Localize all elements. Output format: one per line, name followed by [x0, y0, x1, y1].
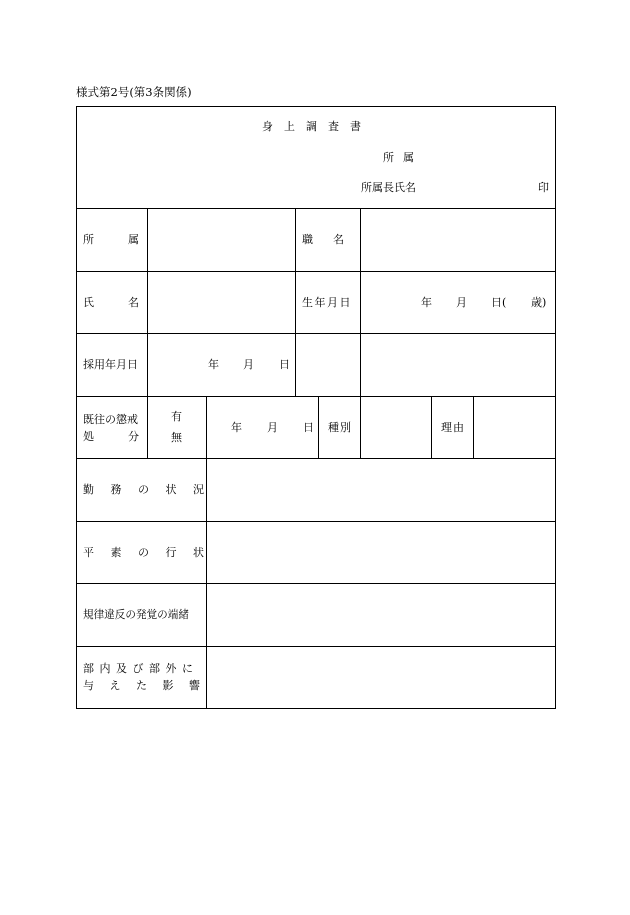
birthdate-day-label: 日(: [491, 296, 507, 309]
column-divider: [318, 396, 319, 458]
seal-label: 印: [538, 181, 549, 194]
row-divider: [76, 396, 556, 397]
conduct-label: 平素の行状: [83, 546, 221, 559]
birthdate-month-label: 月: [456, 296, 467, 309]
age-label: 歳): [531, 296, 547, 309]
discipline-day-label: 日: [303, 421, 314, 434]
discipline-no-label: 無: [171, 431, 182, 444]
birthdate-label: 生年月日: [302, 296, 352, 309]
type-label: 種別: [328, 421, 352, 434]
birthdate-year-label: 年: [421, 296, 432, 309]
hire-date-label: 採用年月日: [83, 358, 138, 371]
impact-label-line2: 与えた影響: [83, 679, 216, 692]
hire-day-label: 日: [279, 358, 290, 371]
discipline-label-line1: 既往の懲戒: [83, 413, 138, 426]
impact-label-line1: 部内及び部外に: [83, 662, 199, 675]
position-label: 職名: [302, 233, 364, 246]
hire-month-label: 月: [243, 358, 254, 371]
header-head-name-label: 所属長氏名: [361, 181, 416, 194]
form-caption: 様式第2号(第3条関係): [76, 85, 192, 99]
row-divider: [76, 583, 556, 584]
name-label: 氏名: [83, 296, 173, 309]
form-title-text: 身上調査書: [262, 120, 372, 133]
form-title: [262, 120, 370, 134]
hire-year-label: 年: [208, 358, 219, 371]
row-divider: [76, 208, 556, 209]
discipline-month-label: 月: [267, 421, 278, 434]
column-divider: [431, 396, 432, 458]
row-divider: [76, 271, 556, 272]
column-divider: [473, 396, 474, 458]
work-status-label: 勤務の状況: [83, 483, 221, 496]
discipline-yes-label: 有: [171, 410, 182, 423]
row-divider: [76, 458, 556, 459]
row-divider: [76, 333, 556, 334]
column-divider: [295, 208, 296, 396]
row-divider: [76, 646, 556, 647]
affiliation-label: 所属: [83, 233, 173, 246]
violation-origin-label: 規律違反の発覚の端緒: [83, 609, 189, 621]
row-divider: [76, 521, 556, 522]
column-divider: [206, 396, 207, 458]
reason-label: 理由: [441, 421, 465, 434]
discipline-year-label: 年: [231, 421, 242, 434]
header-affiliation-label: 所属: [383, 151, 423, 164]
discipline-label-line2: 処分: [83, 430, 173, 443]
